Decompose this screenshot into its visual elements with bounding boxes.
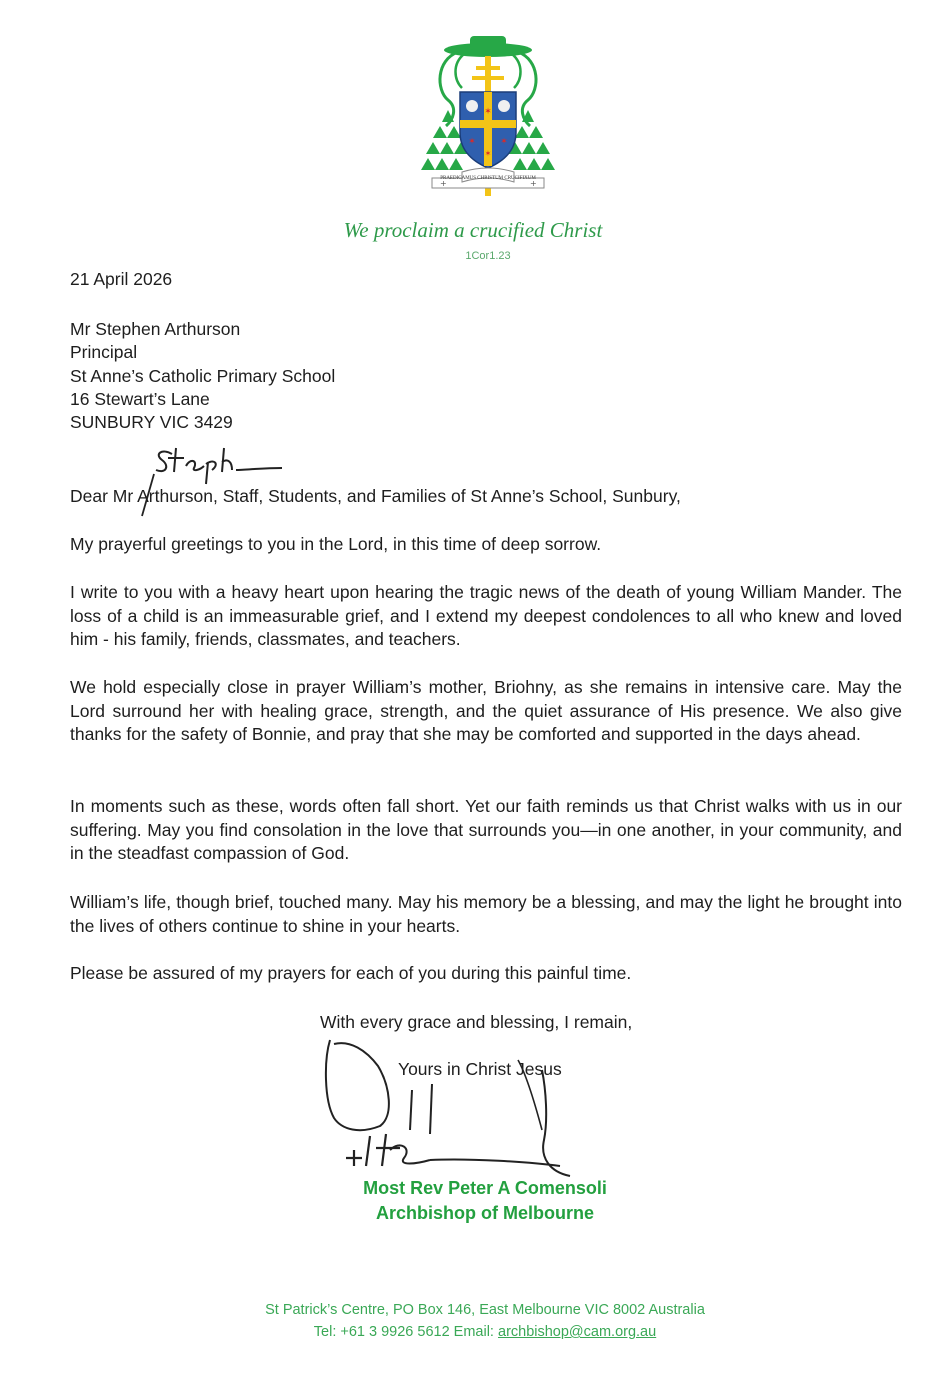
salutation: Dear Mr Arthurson, Staff, Students, and Families of St Anne’s School, Sunbury, <box>70 486 681 506</box>
recipient-name: Mr Stephen Arthurson <box>70 319 241 339</box>
signatory-title: Archbishop of Melbourne <box>376 1203 594 1223</box>
recipient-street: 16 Stewart’s Lane <box>70 388 210 409</box>
closing-valediction: Yours in Christ Jesus <box>398 1059 562 1079</box>
body-paragraph: Please be assured of my prayers for each of you during this painful time. <box>70 963 632 983</box>
footer-address: St Patrick’s Centre, PO Box 146, East Melbourne VIC 8002 Australia <box>265 1302 705 1318</box>
archbishop-coat-of-arms-icon <box>418 30 558 200</box>
body-paragraph: We hold especially close in prayer William’s mother, Briohny, as she remains in intensive care. May the Lord surround her with healing grace, strength, and the quiet assurance of His presence. We also give thanks for the safety of Bonnie, and pray that she may be comforted and supported in the days ahead. <box>70 677 902 744</box>
footer-email-link[interactable]: archbishop@cam.org.au <box>498 1324 657 1340</box>
signatory-name: Most Rev Peter A Comensoli <box>363 1178 607 1198</box>
svg-text:✶: ✶ <box>468 137 476 147</box>
svg-text:+: + <box>530 179 537 188</box>
body-paragraph: My prayerful greetings to you in the Lord, in this time of deep sorrow. <box>70 534 602 554</box>
closing-line: With every grace and blessing, I remain, <box>320 1012 633 1032</box>
footer-tel: Tel: +61 3 9926 5612 Email: <box>313 1324 498 1340</box>
svg-text:✶: ✶ <box>500 137 508 147</box>
recipient-school: St Anne’s Catholic Primary School <box>70 365 336 386</box>
archbishop-signature-icon <box>320 1030 580 1180</box>
motto-reference: 1Cor1.23 <box>465 250 511 262</box>
letter-date: 21 April 2026 <box>70 269 173 289</box>
recipient-title: Principal <box>70 342 138 363</box>
recipient-city: SUNBURY VIC 3429 <box>70 412 233 433</box>
body-paragraph: I write to you with a heavy heart upon hearing the tragic news of the death of young William Mander. The loss of a child is an immeasurable grief, and I extend my deepest condolences to all who knew and loved him - his family, friends, classmates, and teachers. <box>70 582 902 649</box>
crest-motto-ribbon: PRAEDICAMUS CHRISTUM CRUCIFIXUM <box>440 176 536 181</box>
svg-text:+: + <box>440 179 447 188</box>
svg-text:✶: ✶ <box>484 107 492 117</box>
recipient-address <box>70 318 335 434</box>
body-paragraph: In moments such as these, words often fall short. Yet our faith reminds us that Christ walks with us in our suffering. May you find consolation in the love that surrounds you—in one another, in your community, and in the steadfast compassion of God. <box>70 796 902 863</box>
footer-contact <box>0 1324 946 1340</box>
body-paragraph: William’s life, though brief, touched many. May his memory be a blessing, and may the light he brought into the lives of others continue to shine in your hearts. <box>70 892 902 936</box>
motto: We proclaim a crucified Christ <box>343 218 603 242</box>
svg-text:✶: ✶ <box>484 149 492 158</box>
